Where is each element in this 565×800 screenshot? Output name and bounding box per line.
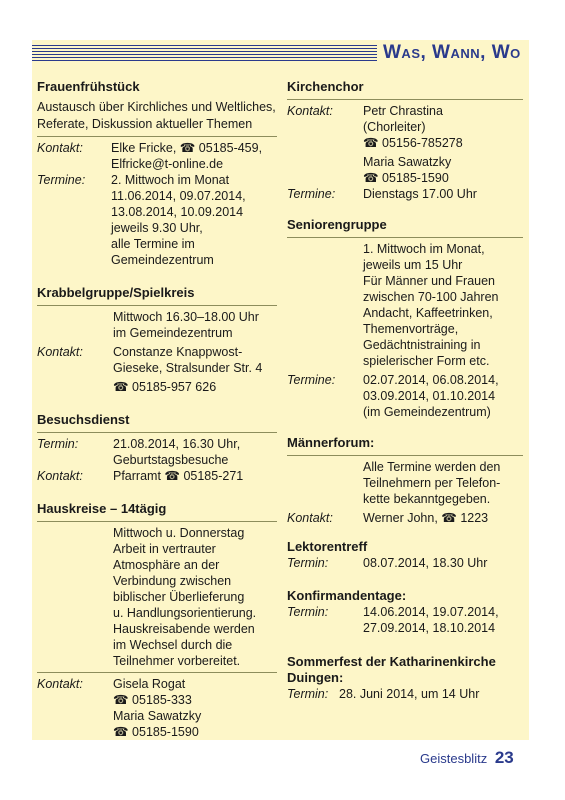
section-seniorengruppe xyxy=(287,216,523,420)
divider xyxy=(287,237,523,238)
contact-row: Kontakt: Pfarramt ☎ 05185-271 xyxy=(37,469,244,483)
description-row: Alle Termine werden den Teilnehmern per Telefon- kette bekanntgegeben. xyxy=(363,460,501,506)
time-row: Mittwoch 16.30–18.00 Uhr im Gemeindezentrum xyxy=(113,310,259,340)
section-title: Konfirmandentage: xyxy=(287,588,407,603)
section-hauskreise xyxy=(37,500,277,740)
magazine-name: Geistesblitz xyxy=(420,751,488,766)
divider xyxy=(287,99,523,100)
section-besuchsdienst xyxy=(37,411,277,484)
section-title: Kirchenchor xyxy=(287,79,364,94)
left-column xyxy=(37,78,277,740)
date-row: Termin: 08.07.2014, 18.30 Uhr xyxy=(287,556,488,570)
contact-row: Kontakt: Petr Chrastina (Chorleiter) ☎ 05156-785278 Maria Sawatzky ☎ 05185-1590 xyxy=(287,104,463,185)
page-title: Was, Wann, Wo xyxy=(383,42,521,63)
contact-row: Kontakt: Werner John, ☎ 1223 xyxy=(287,511,489,525)
section-frauenfruehstueck xyxy=(37,78,277,268)
section-title: Seniorengruppe xyxy=(287,217,387,232)
contact-row: Kontakt: Elke Fricke, ☎ 05185-459, Elfricke@t-online.de xyxy=(37,141,263,171)
contact-row: Kontakt: Constanze Knappwost- Gieseke, Stralsunder Str. 4 ☎ 05185-957 626 xyxy=(37,345,263,394)
section-title: Männerforum: xyxy=(287,435,375,450)
section-title: Frauenfrühstück xyxy=(37,79,140,94)
dates-row: Termine: Dienstags 17.00 Uhr xyxy=(287,187,477,201)
divider xyxy=(37,136,277,137)
section-lektorentreff xyxy=(287,538,523,571)
page-number: 23 xyxy=(494,748,514,767)
dates-row: Termine: 2. Mittwoch im Monat 11.06.2014, 09.07.2014, 13.08.2014, 10.09.2014 jeweils 9.30 Uhr, alle Termine im Gemeindezentrum xyxy=(37,173,246,267)
divider xyxy=(37,305,277,306)
date-row: Termin: 14.06.2014, 19.07.2014, 27.09.2014, 18.10.2014 xyxy=(287,605,499,635)
contact-row: Kontakt: Gisela Rogat ☎ 05185-333 Maria Sawatzky ☎ 05185-1590 xyxy=(37,677,202,739)
section-title: Lektorentreff xyxy=(287,539,368,554)
divider xyxy=(287,455,523,456)
section-sommerfest xyxy=(287,654,523,702)
section-kirchenchor xyxy=(287,78,523,202)
section-konfirmandentage xyxy=(287,587,523,636)
description-row: 1. Mittwoch im Monat, jeweils um 15 Uhr Für Männer und Frauen zwischen 70-100 Jahren Andacht, Kaffeetrinken, Themenvorträge, Gedächtnistraining in spielerischer Form etc. xyxy=(363,242,499,368)
section-title: Sommerfest der Katharinenkirche Duingen: xyxy=(287,654,496,685)
date-row: Termin: 21.08.2014, 16.30 Uhr, Geburtstagsbesuche xyxy=(37,437,241,467)
section-title: Besuchsdienst xyxy=(37,412,130,427)
right-column xyxy=(287,78,523,702)
page-footer xyxy=(420,748,514,768)
divider xyxy=(37,432,277,433)
description: Austausch über Kirchliches und Weltliches, Referate, Diskussion aktueller Themen xyxy=(37,100,276,131)
dates-row: Termine: 02.07.2014, 06.08.2014, 03.09.2014, 01.10.2014 (im Gemeindezentrum) xyxy=(287,373,499,419)
section-krabbelgruppe xyxy=(37,284,277,395)
divider xyxy=(37,672,277,673)
date-row: Termin: 28. Juni 2014, um 14 Uhr xyxy=(287,687,480,701)
header-stripes xyxy=(32,45,377,61)
section-maennerforum xyxy=(287,434,523,526)
description-row: Mittwoch u. Donnerstag Arbeit in vertrauter Atmosphäre an der Verbindung zwischen biblischer Überlieferung u. Handlungsorientierung. Hauskreisabende werden im Wechsel durch die Teilnehmer vorbereitet. xyxy=(113,526,257,668)
section-title: Hauskreise – 14tägig xyxy=(37,501,167,516)
section-title: Krabbelgruppe/Spielkreis xyxy=(37,285,195,300)
divider xyxy=(37,521,277,522)
